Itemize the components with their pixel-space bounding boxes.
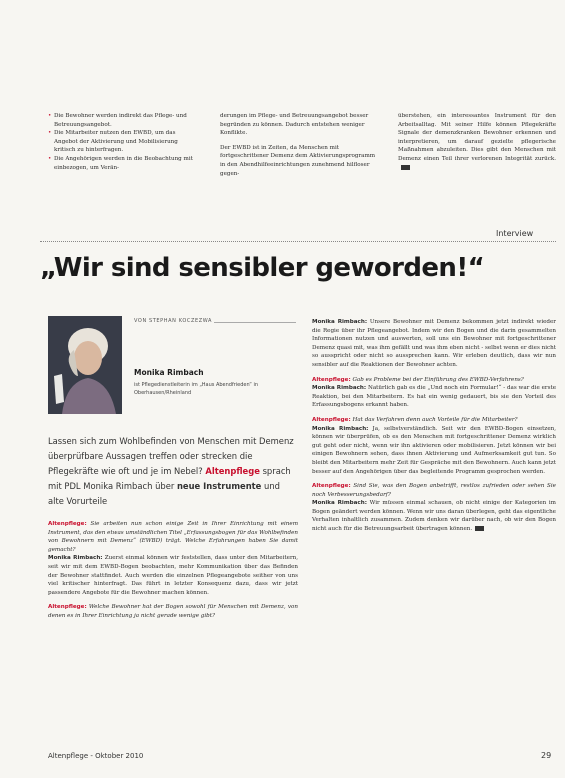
text-paragraph: überstehen, ein interessantes Instrument für den Arbeitsalltag. Mit seiner Hilfe können Pflegekräfte Signale der demenzkranken Bewohner erkennen und interpretieren, um darauf gezielte pflegerische Maßnahmen abzuleiten. Dies gibt den Menschen mit Demenz einen Teil ihrer verlorenen Integrität zurück. bbox=[398, 113, 556, 162]
page-number: 29 bbox=[541, 751, 552, 760]
bullet-item: • Die Bewohner werden indirekt das Pflege- und Betreuungsangebot. bbox=[48, 112, 196, 129]
question-5: Altenpflege: Sind Sie, was den Bogen anbetrifft, restlos zufrieden oder sehen Sie noch Verbesserungsbedarf? bbox=[312, 483, 556, 498]
byline: VON STEPHAN KOCZEZWA bbox=[134, 318, 213, 324]
page-title: „Wir sind sensibler geworden!“ bbox=[40, 253, 485, 283]
question-1: Altenpflege: Sie arbeiten nun schon einige Zeit in Ihrer Einrichtung mit einem Instrument, das den etwas umständlichen Titel „Erfassungsbogen für das Wohlbefinden von Bewohnern mit Demenz“ (EWBD) trägt. Welche Erfahrungen haben Sie damit gemacht? bbox=[48, 521, 299, 553]
section-tag: Interview bbox=[496, 229, 534, 238]
bullet-item: • Die Angehörigen werden in die Beobachtung mit einbezogen, um Verän- bbox=[48, 155, 196, 172]
question-4: Altenpflege: Hat das Verfahren denn auch Vorteile für die Mitarbeiter? bbox=[312, 416, 518, 423]
answer-1: Monika Rimbach: Zuerst einmal können wir feststellen, dass unter den Mitarbeitern, seit wir mit dem EWBD-Bogen beobachten, mehr Kommunikation über das Befinden der Bewohner stattfindet. Auch werden die einzelnen Pflegeangebote seither von uns viel kritischer hinterfragt. Das führt in letzter Konsequenz dazu, dass wir jetzt passendere Angebote für die Bewohner machen können. bbox=[48, 555, 299, 596]
bullet-item: • Die Mitarbeiter nutzen den EWBD, um das Angebot der Aktivierung und Mobilisierung kritisch zu hinterfragen. bbox=[48, 129, 196, 155]
answer-5: Monika Rimbach: Wir müssen einmal schauen, ob nicht einige der Kategorien im Bogen geändert werden können. Wenn wir uns daran überlegen, geht das eigentliche Verhalten inhaltlich zusammen. Zudem denken wir darüber nach, ob wir den Bogen nicht auch für die Betreuungsarbeit übertragen können. bbox=[312, 500, 556, 533]
right-interview-column bbox=[312, 318, 556, 534]
byline-rule bbox=[214, 322, 296, 323]
top-column-2 bbox=[220, 112, 378, 178]
intro-part-1: Lassen sich zum Wohlbefinden von Menschen mit Demenz überprüfbare Aussagen treffen oder strecken die Pflegekräfte wie oft und je im Nebel? bbox=[48, 436, 294, 476]
question-3: Altenpflege: Gab es Probleme bei der Einführung des EWBD-Verfahrens? bbox=[312, 376, 524, 383]
question-2: Altenpflege: Welche Bewohner hat der Bogen sowohl für Menschen mit Demenz, von denen es in Ihrer Einrichtung ja nicht gerade wenige gibt? bbox=[48, 604, 298, 619]
answer-3: Monika Rimbach: Natürlich gab es die „Und noch ein Formular!“ - das war die erste Reaktion, bei den Mitarbeitern. Es hat ein wenig gedauert, bis sie den Vorteil des Erfassungsbogens erkannt haben. bbox=[312, 385, 557, 409]
profile-name: Monika Rimbach bbox=[134, 368, 204, 377]
intro-part-3: und alte Vorurteile bbox=[48, 481, 280, 506]
section-rule bbox=[40, 241, 556, 242]
answer-4: Monika Rimbach: Ja, selbstverständlich. Seit wir den EWBD-Bogen einsetzen, können wir überprüfen, ob es den Menschen mit fortgeschrittener Demenz wirklich gut geht oder nicht, wenn wir ihn aktivieren oder mobilisieren. Jetzt können wir bei einigen Bewohnern sehen, dass ihnen Aktivierung und Aufmerksamkeit gut tun. So bleibt den Mitarbeitern mehr Zeit für Gespräche mit den Bewohnern. Auch kann jetzt besser auf den Angehörigen über das begleitende Programm gesprochen werden. bbox=[312, 425, 557, 475]
intro-part-2: sprach mit PDL Monika Rimbach über bbox=[48, 466, 291, 491]
top-column-3 bbox=[398, 112, 556, 172]
text-paragraph: derungen im Pflege- und Betreuungsangebot besser begründen zu können. Dadurch entstehen weniger Konflikte. bbox=[220, 113, 369, 137]
portrait-illustration bbox=[48, 316, 122, 414]
left-interview-column bbox=[48, 520, 298, 621]
top-column-1 bbox=[48, 112, 196, 172]
intro-brand: Altenpflege bbox=[205, 466, 260, 476]
answer-continued: Monika Rimbach: Unsere Bewohner mit Demenz bekommen jetzt indirekt wieder die Regie über ihr Pflegeangebot. Indem wir den Bogen und die darin gesammelten Informationen nutzen und auswerten, soll uns ein Bewohner mit fortgeschrittener Demenz quasi mit, was ihm gefällt und was ihm eben nicht - selbst wenn er dies nicht so ausspricht oder nicht so aussprechen kann. Wir erleben deutlich, dass wir nun sensibler auf die Reaktionen der Bewohner achten. bbox=[312, 319, 556, 368]
end-of-article-mark bbox=[475, 526, 484, 531]
intro-bold: neue Instrumente bbox=[176, 481, 262, 491]
text-paragraph: Der EWBD ist in Zeiten, da Menschen mit fortgeschrittener Demenz dem Aktivierungsprogramm in den Abendhilfeeinrichtungen zunehmend hilfloser gegen- bbox=[220, 144, 376, 177]
portrait-photo bbox=[48, 316, 122, 414]
end-of-article-mark bbox=[401, 165, 410, 170]
intro-text bbox=[48, 434, 296, 509]
profile-description: ist Pflegedienstleiterin im „Haus Abendfrieden“ in Oberhausen/Rheinland bbox=[134, 382, 259, 396]
footer-publication: Altenpflege - Oktober 2010 bbox=[48, 752, 144, 760]
